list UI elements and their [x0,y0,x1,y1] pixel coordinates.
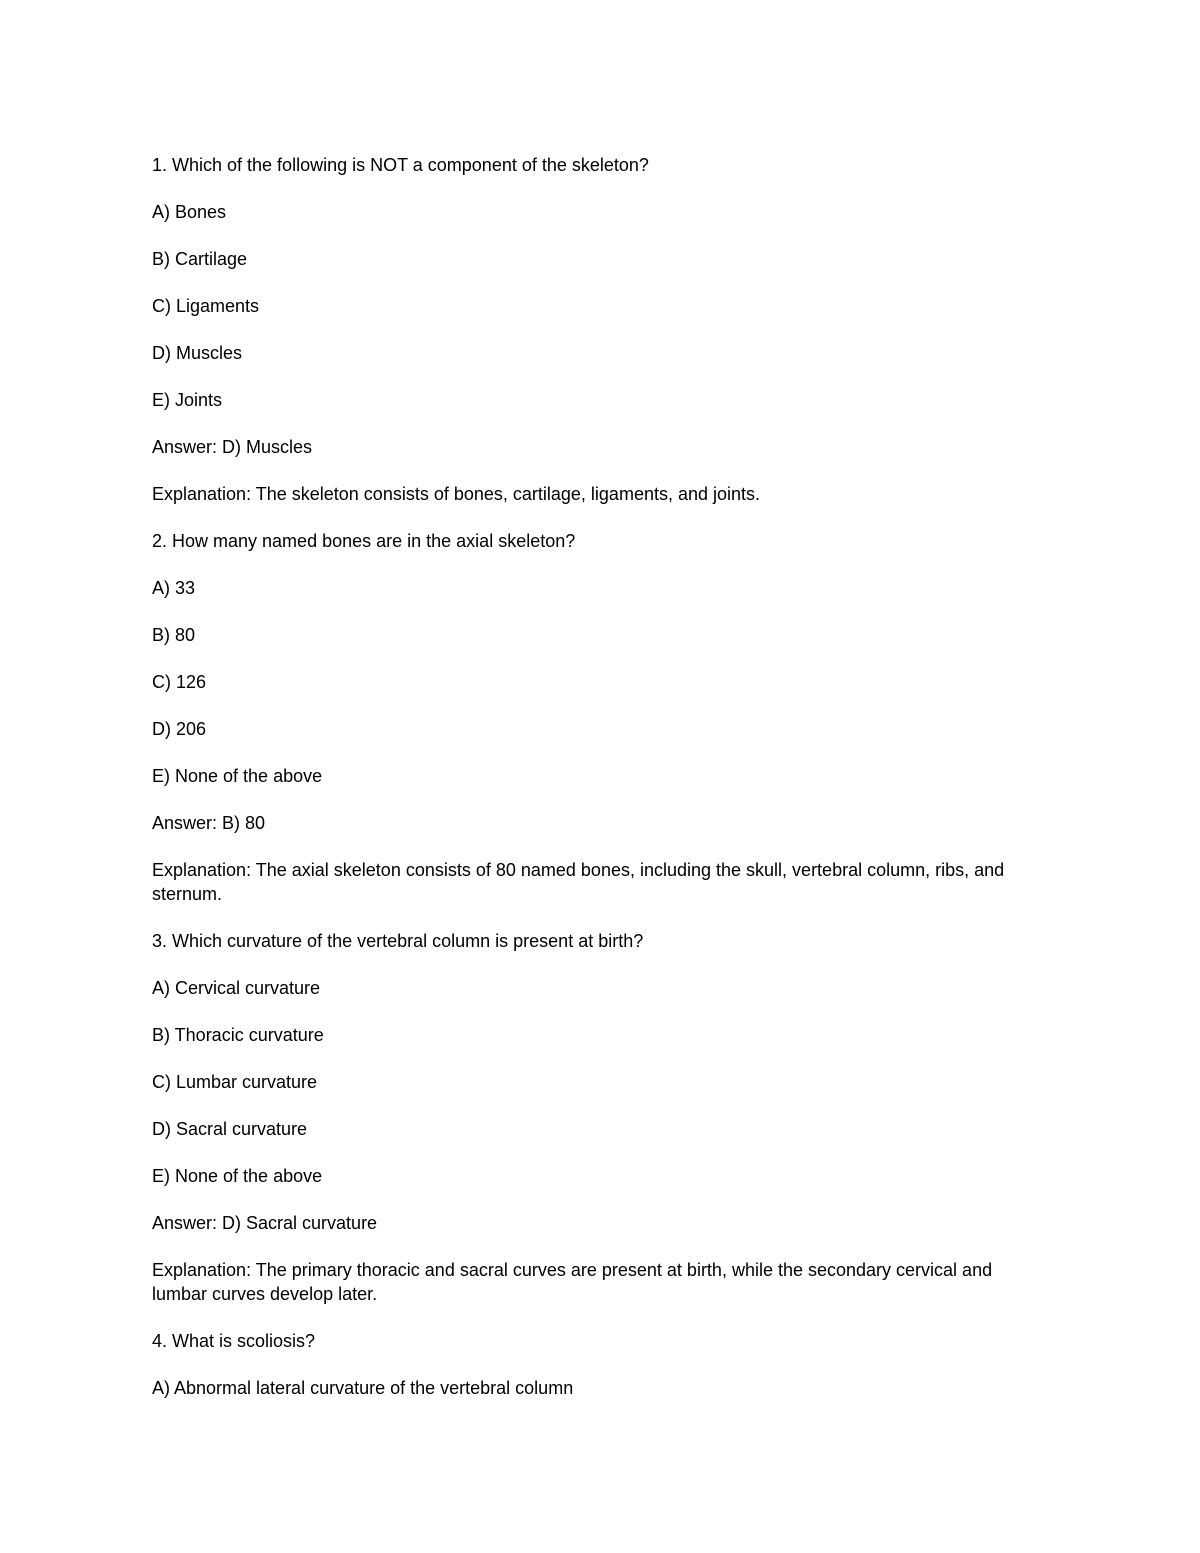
q3-option-e: E) None of the above [152,1166,323,1186]
question-2: 2. How many named bones are in the axial skeleton? [152,531,576,551]
q2-answer: Answer: B) 80 [152,813,266,833]
q3-option-a: A) Cervical curvature [152,978,321,998]
q1-answer: Answer: D) Muscles [152,437,313,457]
q3-option-d: D) Sacral curvature [152,1119,308,1139]
q1-option-e: E) Joints [152,390,223,410]
q2-option-d: D) 206 [152,719,207,739]
q2-option-a: A) 33 [152,578,196,598]
q1-option-a: A) Bones [152,202,227,222]
q3-answer: Answer: D) Sacral curvature [152,1213,378,1233]
q1-option-d: D) Muscles [152,343,243,363]
q2-option-e: E) None of the above [152,766,323,786]
question-4: 4. What is scoliosis? [152,1331,316,1351]
q1-explanation: Explanation: The skeleton consists of bones, cartilage, ligaments, and joints. [152,484,761,504]
q2-explanation: Explanation: The axial skeleton consists of 80 named bones, including the skull, vertebral column, ribs, and sternum. [152,860,1005,904]
q3-option-c: C) Lumbar curvature [152,1072,318,1092]
q1-option-b: B) Cartilage [152,249,248,269]
q2-option-c: C) 126 [152,672,207,692]
q3-explanation: Explanation: The primary thoracic and sacral curves are present at birth, while the secondary cervical and lumbar curves develop later. [152,1260,993,1304]
question-3: 3. Which curvature of the vertebral column is present at birth? [152,931,644,951]
q3-option-b: B) Thoracic curvature [152,1025,324,1045]
q2-option-b: B) 80 [152,625,196,645]
question-1: 1. Which of the following is NOT a component of the skeleton? [152,155,649,175]
q1-option-c: C) Ligaments [152,296,260,316]
document-page [152,153,1052,1423]
q4-option-a: A) Abnormal lateral curvature of the vertebral column [152,1378,574,1398]
